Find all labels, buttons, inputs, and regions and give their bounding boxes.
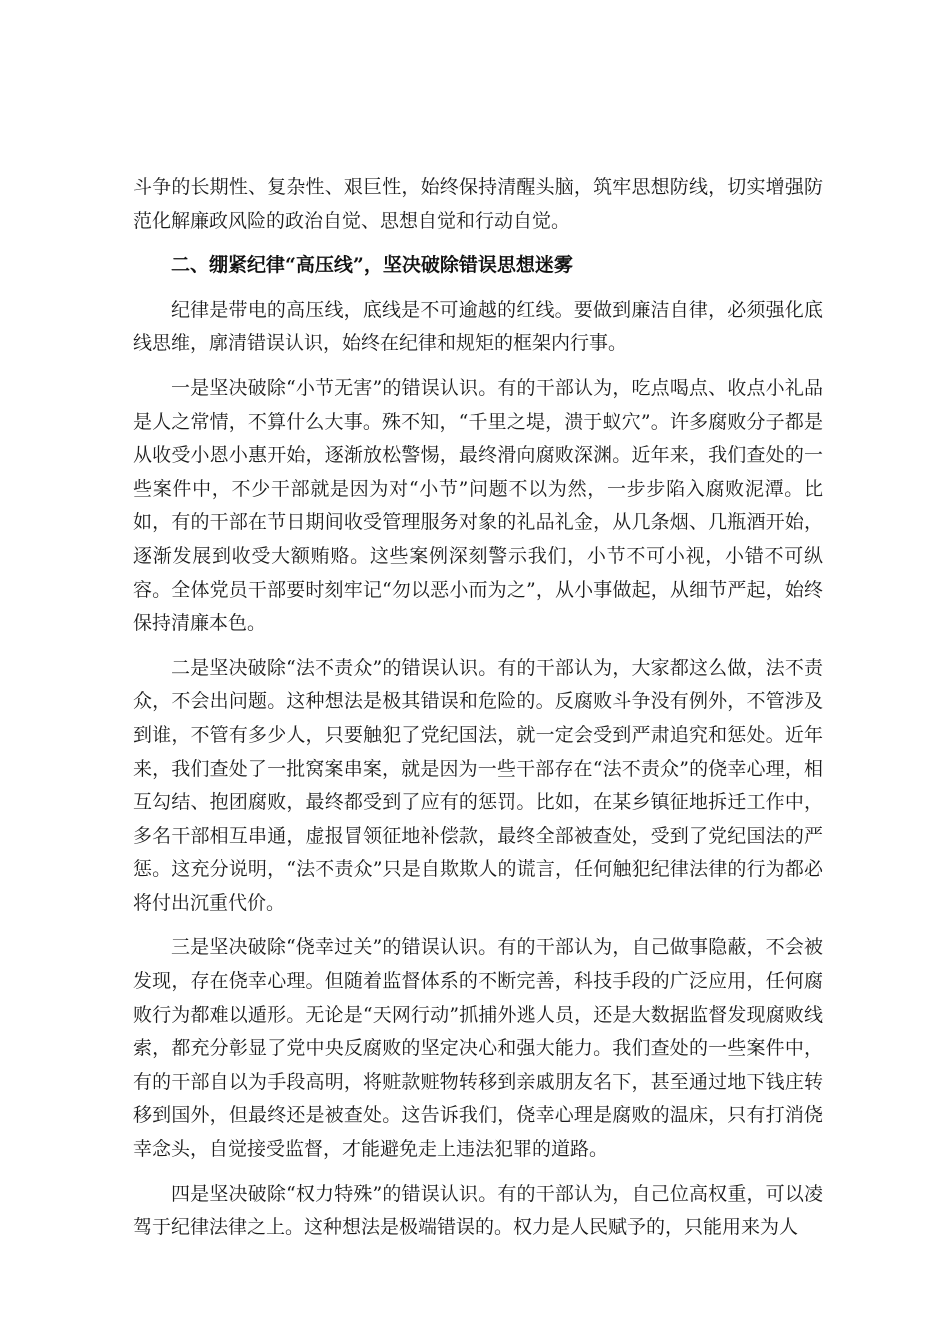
paragraph-continuation: 斗争的长期性、复杂性、艰巨性，始终保持清醒头脑，筑牢思想防线，切实增强防范化解廉政风险的政治自觉、思想自觉和行动自觉。: [133, 176, 823, 232]
paragraph-point-3: 三是坚决破除“侥幸过关”的错误认识。有的干部认为，自己做事隐蔽，不会被发现，存在侥幸心理。但随着监督体系的不断完善，科技手段的广泛应用，任何腐败行为都难以遁形。无论是“天网行动”抓捕外逃人员，还是大数据监督发现腐败线索，都充分彰显了党中央反腐败的坚定决心和强大能力。我们查处的一些案件中，有的干部自以为手段高明，将赃款赃物转移到亲戚朋友名下，甚至通过地下钱庄转移到国外，但最终还是被查处。这告诉我们，侥幸心理是腐败的温床，只有打消侥幸念头，自觉接受监督，才能避免走上违法犯罪的道路。: [133, 936, 823, 1161]
section-heading: 二、绷紧纪律“高压线”，坚决破除错误思想迷雾: [171, 254, 573, 277]
document-body: [133, 171, 823, 1256]
paragraph-point-4: 四是坚决破除“权力特殊”的错误认识。有的干部认为，自己位高权重，可以凌驾于纪律法律之上。这种想法是极端错误的。权力是人民赋予的，只能用来为人: [133, 1182, 823, 1239]
paragraph-point-1: 一是坚决破除“小节无害”的错误认识。有的干部认为，吃点喝点、收点小礼品是人之常情，不算什么大事。殊不知，“千里之堤，溃于蚁穴”。许多腐败分子都是从收受小恩小惠开始，逐渐放松警惕，最终滑向腐败深渊。近年来，我们查处的一些案件中，不少干部就是因为对“小节”问题不以为然，一步步陷入腐败泥潭。比如，有的干部在节日期间收受管理服务对象的礼品礼金，从几条烟、几瓶酒开始，逐渐发展到收受大额贿赂。这些案例深刻警示我们，小节不可小视，小错不可纵容。全体党员干部要时刻牢记“勿以恶小而为之”，从小事做起，从细节严起，始终保持清廉本色。: [133, 376, 823, 635]
paragraph-intro: 纪律是带电的高压线，底线是不可逾越的红线。要做到廉洁自律，必须强化底线思维，廓清错误认识，始终在纪律和规矩的框架内行事。: [133, 298, 823, 355]
paragraph-point-2: 二是坚决破除“法不责众”的错误认识。有的干部认为，大家都这么做，法不责众，不会出问题。这种想法是极其错误和危险的。反腐败斗争没有例外，不管涉及到谁，不管有多少人，只要触犯了党纪国法，就一定会受到严肃追究和惩处。近年来，我们查处了一批窝案串案，就是因为一些干部存在“法不责众”的侥幸心理，相互勾结、抱团腐败，最终都受到了应有的惩罚。比如，在某乡镇征地拆迁工作中，多名干部相互串通，虚报冒领征地补偿款，最终全部被查处，受到了党纪国法的严惩。这充分说明，“法不责众”只是自欺欺人的谎言，任何触犯纪律法律的行为都必将付出沉重代价。: [133, 656, 823, 914]
